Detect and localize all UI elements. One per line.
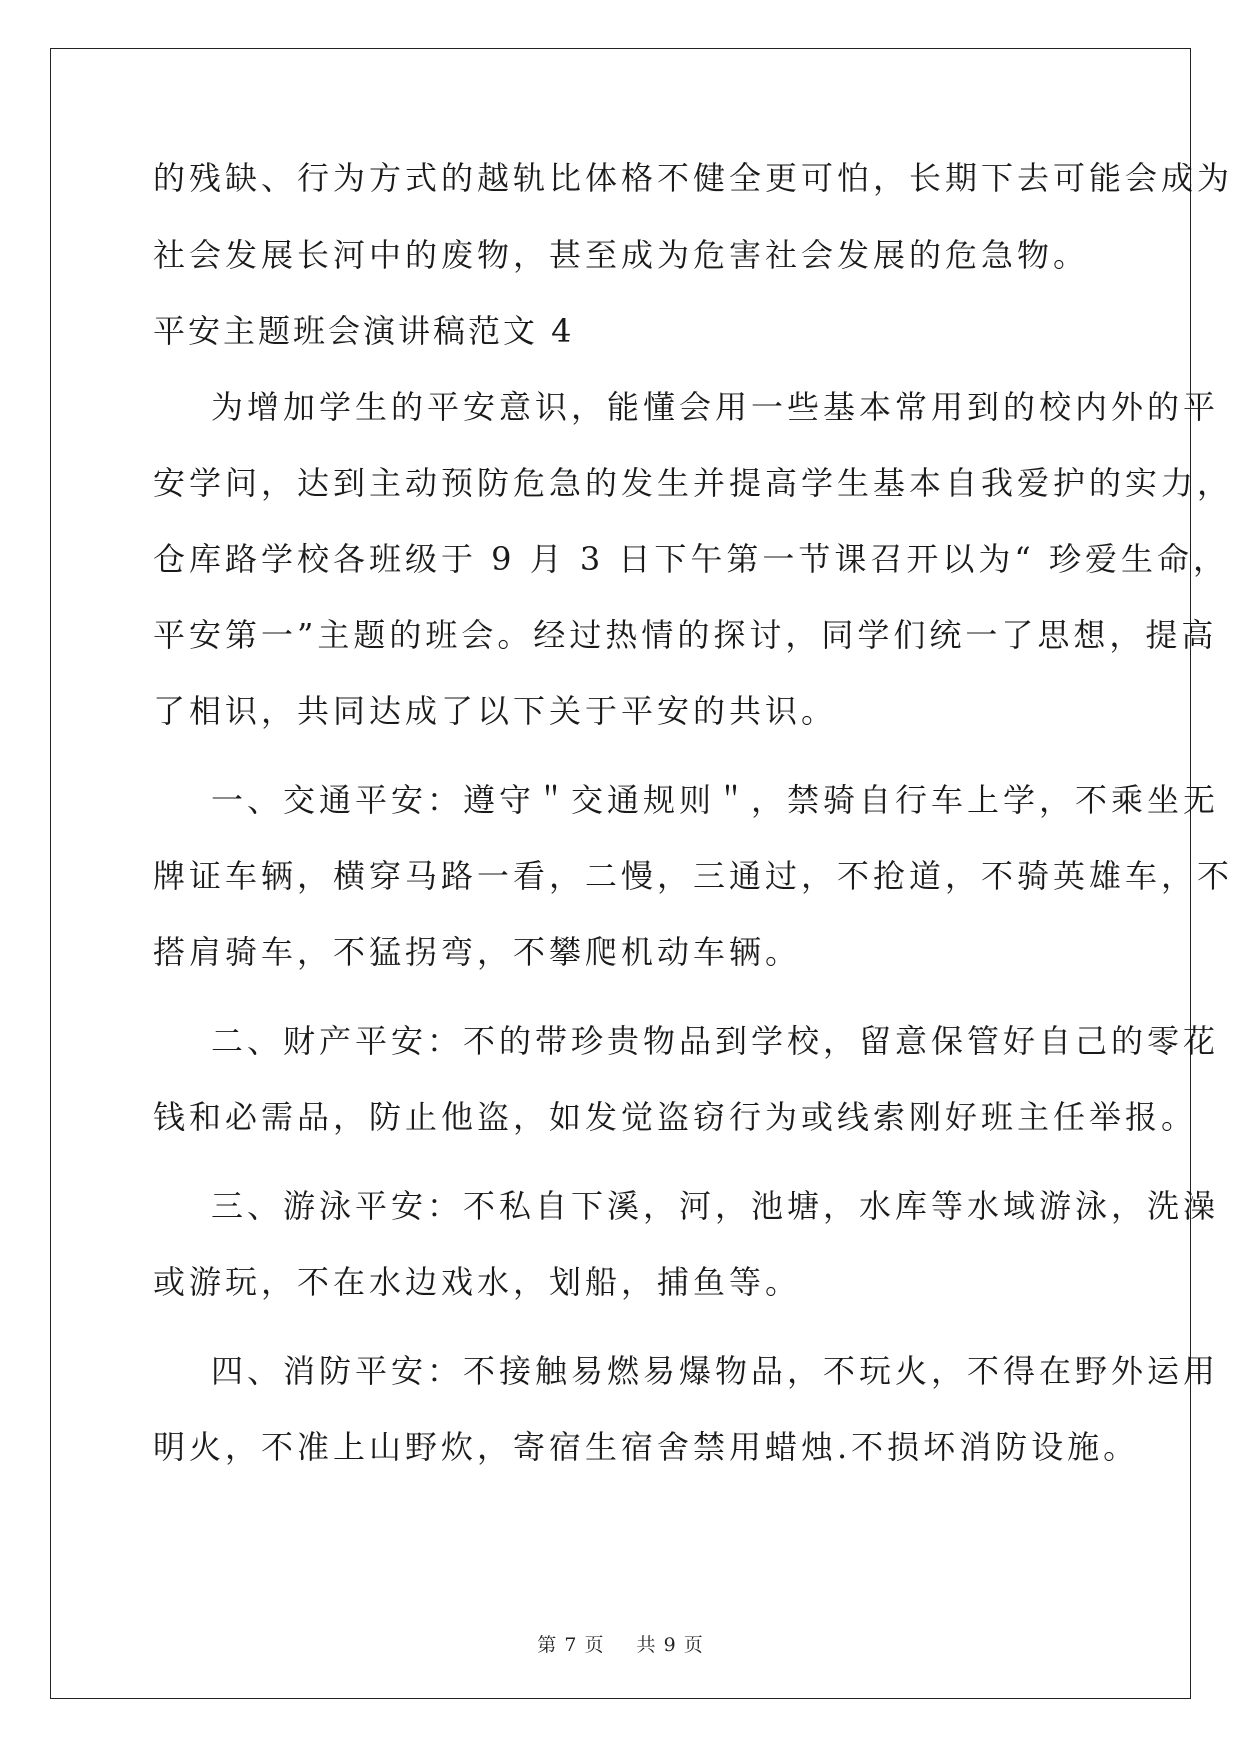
body-line: 社会发展长河中的废物，甚至成为危害社会发展的危急物。 xyxy=(153,236,1090,274)
body-line: 牌证车辆，横穿马路一看，二慢，三通过，不抢道，不骑英雄车，不 xyxy=(153,857,1234,895)
body-line: 钱和必需品，防止他盗，如发觉盗窃行为或线索刚好班主任举报。 xyxy=(153,1098,1198,1136)
body-line: 一、交通平安：遵守＂交通规则＂，禁骑自行车上学，不乘坐无 xyxy=(211,781,1220,819)
body-line: 平安第一”主题的班会。经过热情的探讨，同学们统一了思想，提高 xyxy=(153,616,1218,654)
body-line: 搭肩骑车，不猛拐弯，不攀爬机动车辆。 xyxy=(153,933,802,971)
body-line: 了相识，共同达成了以下关于平安的共识。 xyxy=(153,692,838,730)
body-line: 明火，不准上山野炊，寄宿生宿舍禁用蜡烛.不损坏消防设施。 xyxy=(153,1428,1140,1466)
body-line: 的残缺、行为方式的越轨比体格不健全更可怕，长期下去可能会成为 xyxy=(153,159,1234,197)
page-number-current: 第 7 页 xyxy=(537,1634,605,1656)
page-footer xyxy=(0,1630,1241,1657)
page-number-total: 共 9 页 xyxy=(636,1634,704,1656)
body-line: 二、财产平安：不的带珍贵物品到学校，留意保管好自己的零花 xyxy=(211,1022,1220,1060)
body-line: 安学问，达到主动预防危急的发生并提高学生基本自我爱护的实力， xyxy=(153,464,1234,502)
body-line: 为增加学生的平安意识，能懂会用一些基本常用到的校内外的平 xyxy=(211,388,1220,426)
body-line: 三、游泳平安：不私自下溪，河，池塘，水库等水域游泳，洗澡 xyxy=(211,1187,1220,1225)
body-line: 仓库路学校各班级于 9 月 3 日下午第一节课召开以为“ 珍爱生命， xyxy=(153,540,1229,578)
body-line: 四、消防平安：不接触易燃易爆物品，不玩火，不得在野外运用 xyxy=(211,1352,1220,1390)
section-heading: 平安主题班会演讲稿范文 4 xyxy=(153,312,575,350)
body-line: 或游玩，不在水边戏水，划船，捕鱼等。 xyxy=(153,1263,802,1301)
